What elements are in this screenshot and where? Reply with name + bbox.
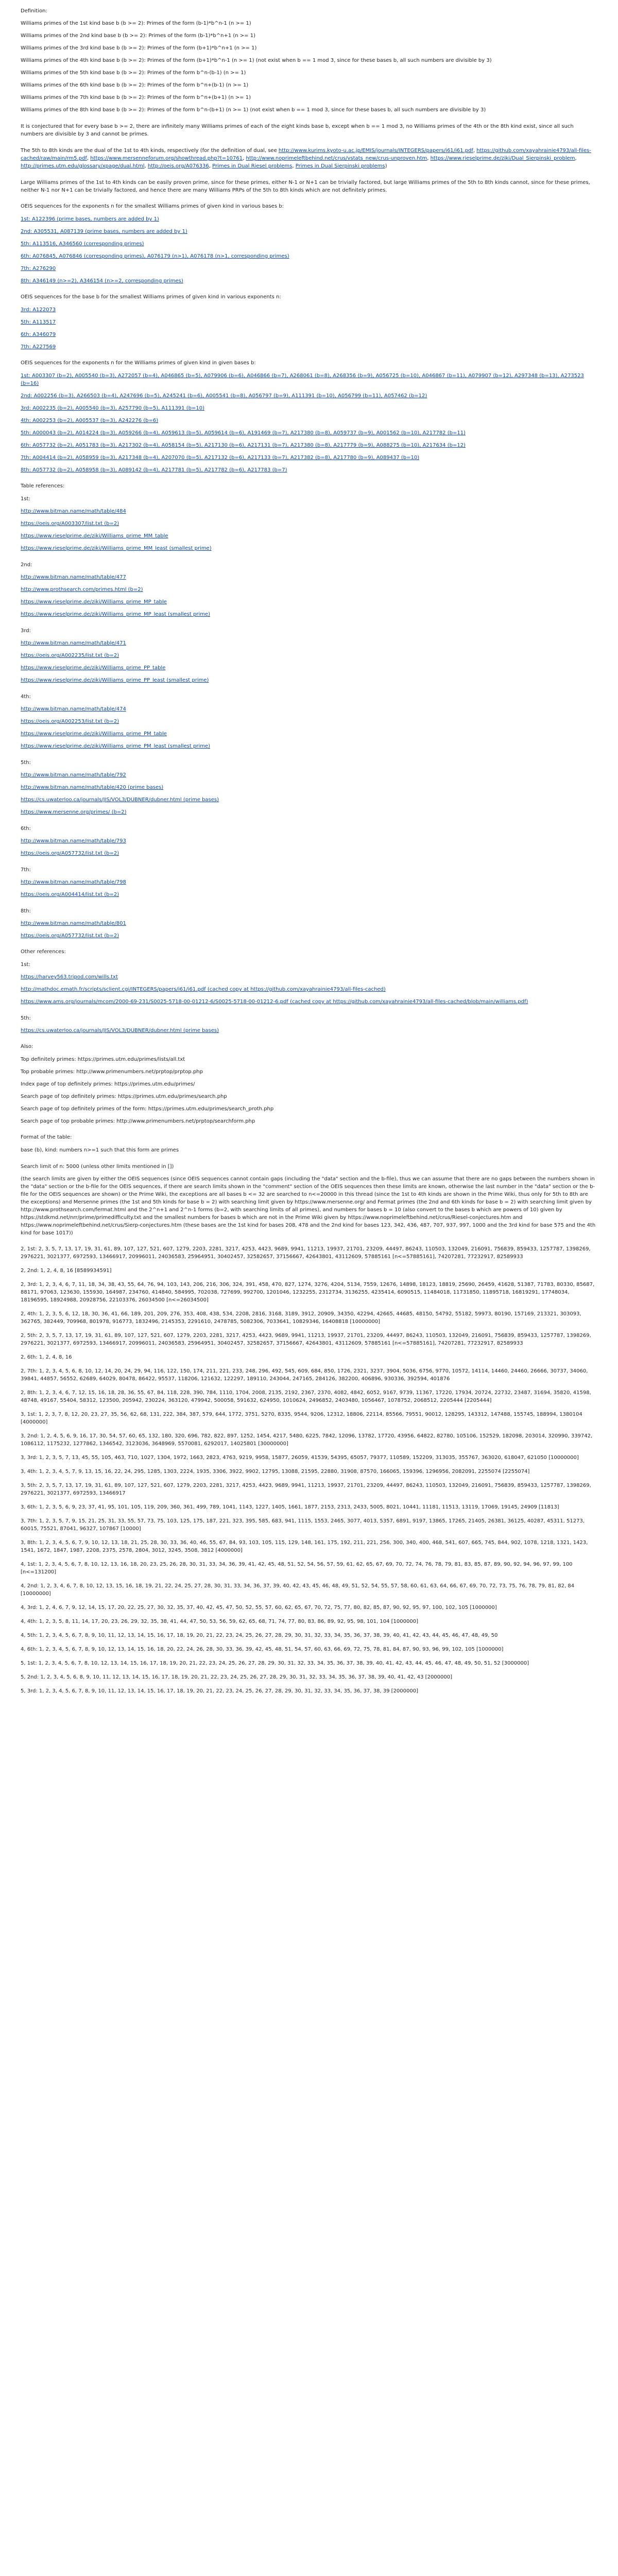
oeis-row[interactable]: 8th: A057732 (b=2), A058958 (b=3), A089142 (b=4), A217781 (b=5), A217782 (b=6), A217783 (b=7)	[21, 467, 287, 473]
group-label: 2nd:	[21, 562, 32, 568]
reference-link[interactable]: http://www.bitman.name/math/table/477	[21, 574, 126, 580]
oeis-row[interactable]: 3rd: A122073	[21, 307, 56, 313]
data-row: 3, 7th: 1, 2, 3, 5, 7, 9, 15, 21, 25, 31, 33, 55, 57, 73, 75, 103, 125, 175, 187, 221, 323, 395, 585, 683, 941, 1115, 1553, 2465, 3077, 4013, 5357, 6891, 9197, 13865, 17265, 21405, 26381, 36125, 40287, 45311, 51273, 60015, 75521, 87041, 96327, 107867 [10000]	[21, 1518, 585, 1532]
definition-item: Williams primes of the 7th kind base b (b >= 2): Primes of the form b^n+(b+1) (n >= 1)	[21, 95, 251, 100]
oeis-row[interactable]: 1st: A003307 (b=2), A005540 (b=3), A272057 (b=4), A046865 (b=5), A079906 (b=6), A046866 (b=7), A268061 (b=8), A268356 (b=9), A056725 (b=10), A046867 (b=11), A079907 (b=12), A297348 (b=13), A273523 (b=16)	[21, 373, 584, 386]
definition-item: Williams primes of the 1st kind base b (b >= 2): Primes of the form (b-1)*b^n-1 (n >= 1)	[21, 21, 251, 26]
oeis-row[interactable]: 2nd: A002256 (b=3), A266503 (b=4), A247696 (b=5), A245241 (b=6), A005541 (b=8), A056797 (b=9), A111391 (b=10), A056799 (b=11), A057462 (b=12)	[21, 393, 427, 399]
exponents-section	[21, 359, 597, 474]
group-label: 3rd:	[21, 628, 31, 634]
oeis-row[interactable]: 7th: A004414 (b=2), A058959 (b=3), A217348 (b=4), A207070 (b=5), A217132 (b=6), A217133 (b=7), A217382 (b=8), A217780 (b=9), A089437 (b=10)	[21, 455, 420, 461]
reference-link[interactable]: http://www.bitman.name/math/table/798	[21, 879, 126, 885]
reference-link[interactable]: https://oeis.org/A057732/list.txt (b=2)	[21, 933, 119, 939]
reference-link[interactable]: https://www.mersenne.org/primes/ (b=2)	[21, 809, 127, 815]
data-row: 2, 3rd: 1, 2, 3, 4, 6, 7, 11, 18, 34, 38, 43, 55, 64, 76, 94, 103, 143, 206, 216, 306, 324, 391, 458, 470, 827, 1274, 3276, 4204, 5134, 7559, 12676, 14898, 18123, 18819, 25690, 26459, 41628, 51387, 71783, 80330, 85687, 88171, 97063, 123630, 155930, 164987, 234760, 414840, 584995, 702038, 727699, 992700, 1201046, 1232255, 2312734, 3136255, 4235414, 6090515, 11484018, 11731850, 11895718, 16819291, 17748034, 18196595, 18924988, 20928756, 22103376, 26034500 [n<=26034500]	[21, 1282, 595, 1303]
also-row: Search page of top probable primes: http://www.primenumbers.net/prptop/searchform.php	[21, 1118, 255, 1124]
definition-item: Williams primes of the 3rd kind base b (b >= 2): Primes of the form (b+1)*b^n+1 (n >= 1)	[21, 45, 257, 51]
reference-link[interactable]: http://www.bitman.name/math/table/484	[21, 509, 126, 514]
also-row: Search page of top definitely primes: https://primes.utm.edu/primes/search.php	[21, 1094, 227, 1099]
reference-link[interactable]: https://www.rieselprime.de/ziki/Williams_prime_MP_least (smallest prime)	[21, 612, 211, 617]
dual-link[interactable]: http://www.kurims.kyoto-u.ac.jp/EMIS/journals/INTEGERS/papers/i61/i61.pdf	[278, 148, 473, 154]
oeis-row[interactable]: 1st: A122396 (prime bases, numbers are added by 1)	[21, 216, 159, 222]
dual-link[interactable]: https://www.mersenneforum.org/showthread.php?t=10761	[90, 156, 243, 161]
dual-intro: The 5th to 8th kinds are the dual of the 1st to 4th kinds, respectively (for the definition of dual, see	[21, 148, 279, 154]
data-row: 3, 2nd: 1, 2, 4, 5, 6, 9, 16, 17, 30, 54, 57, 60, 65, 132, 180, 320, 696, 782, 822, 897, 1252, 1454, 4217, 5480, 6225, 7842, 12096, 13782, 17720, 43956, 64822, 82780, 105106, 152529, 182098, 203014, 320990, 339742, 1086112, 1175232, 1277862, 1346542, 3123036, 3648969, 5570081, 6292017, 14025801 [30000000]	[21, 1433, 593, 1447]
other-references-section	[21, 948, 597, 1035]
data-row: 5, 2nd: 1, 2, 3, 4, 5, 6, 8, 9, 10, 11, 12, 13, 14, 15, 16, 17, 18, 19, 20, 21, 22, 23, 24, 25, 26, 27, 28, 29, 30, 31, 32, 33, 34, 35, 36, 37, 38, 39, 40, 41, 42, 43 [2000000]	[21, 1674, 453, 1680]
also-row: Top definitely primes: https://primes.utm.edu/primes/lists/all.txt	[21, 1057, 185, 1062]
conjecture-paragraph: It is conjectured that for every base b >= 2, there are infinitely many Williams primes of each of the eight kinds base b, except when b == 1 mod 3, no Williams primes of the 4th or the 8th kind exist, since all such numbers are divisible by 3 and cannot be primes.	[21, 124, 574, 137]
data-row: 3, 8th: 1, 2, 3, 4, 5, 6, 7, 9, 10, 12, 13, 18, 21, 25, 28, 30, 33, 36, 40, 46, 55, 67, 84, 93, 103, 105, 115, 129, 148, 161, 175, 192, 211, 221, 256, 300, 340, 400, 468, 541, 607, 665, 745, 844, 902, 1078, 1218, 1321, 1423, 1541, 1672, 1847, 1987, 2208, 2375, 2578, 2804, 3012, 3245, 3508, 3812 [4000000]	[21, 1540, 588, 1553]
section-heading: OEIS sequences for the exponents n for the Williams primes of given kind in given bases b:	[21, 360, 256, 366]
reference-link[interactable]: https://oeis.org/A057732/list.txt (b=2)	[21, 851, 119, 856]
oeis-row[interactable]: 5th: A000043 (b=2), A014224 (b=3), A059266 (b=4), A059613 (b=5), A059614 (b=6), A191469 (b=7), A217380 (b=8), A059737 (b=9), A001562 (b=10), A217782 (b=11)	[21, 430, 466, 436]
data-row: 4, 2nd: 1, 2, 3, 4, 6, 7, 8, 10, 12, 13, 15, 16, 18, 19, 21, 22, 24, 25, 27, 28, 30, 31, 33, 34, 36, 37, 39, 40, 42, 43, 45, 46, 48, 49, 51, 52, 54, 55, 57, 58, 60, 61, 63, 64, 66, 67, 69, 70, 72, 73, 75, 76, 78, 79, 81, 82, 84 [10000000]	[21, 1583, 575, 1597]
oeis-row[interactable]: 7th: A276290	[21, 266, 56, 272]
group-label: 4th:	[21, 694, 31, 700]
data-row: 2, 1st: 2, 3, 5, 7, 13, 17, 19, 31, 61, 89, 107, 127, 521, 607, 1279, 2203, 2281, 3217, 4253, 4423, 9689, 9941, 11213, 19937, 21701, 23209, 44497, 86243, 110503, 132049, 216091, 756839, 859433, 1257787, 1398269, 2976221, 3021377, 6972593, 13466917, 20996011, 24036583, 25964951, 30402457, 32582657, 37156667, 42643801, 43112609, 57885161 [n<=57885161], 74207281, 77232917, 82589933	[21, 1246, 591, 1260]
smallest-primes-section	[21, 202, 597, 285]
search-limit-note: (the search limits are given by either the OEIS sequences (since OEIS sequences cannot contain gaps (including the "data" section and the b-file), thus we can assume that there are no gaps between the numbers shown in the "data" section or the b-file for the OEIS sequences, if there are search limits shown in the "comment" section of the OEIS sequences then these limits are known, otherwise the last number in the "data" section or the b-file for the OEIS sequences are shown) or the Prime Wiki, the exceptions are all bases b <= 32 are searched to n<=20000 in this thread (since the 1st to 4th kinds are shown in the Prime Wiki, thus only for 5th to 8th are the exceptions) and Mersenne primes (the 1st and 5th kinds for base b = 2) with searching limit given by https://www.mersenne.org/ and Fermat primes (the 2nd and 6th kinds for base b = 2) with searching limit given by http://www.prothsearch.com/fermat.html and the 2^n+1 and 2^n-1 forms (b=2, with searching limits of all primes), and numbers for bases b = 10 (also convert to the bases b which are powers of 10) given by https://stdkmd.net/nrr/prime/primedifficulty.txt and the smallest numbers for bases b which are not in the Prime Wiki given by https://www.noprimeleftbehind.net/crus/Riesel-conjectures.htm and https://www.noprimeleftbehind.net/crus/Sierp-conjectures.htm (these bases are the 1st kind for bases 208, 478 and the 2nd kind for bases 123, 342, 436, 487, 707, 937, 997, 1000 and the 3rd kind for base 575 and the 4th kind for base 1017))	[21, 1176, 596, 1236]
group-label: 8th:	[21, 908, 31, 914]
section-heading: Other references:	[21, 949, 66, 955]
section-heading: Format of the table:	[21, 1134, 72, 1140]
data-row: 4, 5th: 1, 2, 3, 4, 5, 6, 7, 8, 9, 10, 11, 12, 13, 14, 15, 16, 17, 18, 19, 20, 21, 22, 23, 24, 25, 26, 27, 28, 29, 30, 31, 32, 33, 34, 35, 36, 37, 38, 39, 40, 41, 42, 43, 44, 45, 46, 47, 48, 49, 50	[21, 1633, 498, 1638]
data-row: 2, 2nd: 1, 2, 4, 8, 16 [8589934591]	[21, 1268, 112, 1274]
section-heading: Table references:	[21, 483, 65, 489]
data-row: 2, 5th: 2, 3, 5, 7, 13, 17, 19, 31, 61, 89, 107, 127, 521, 607, 1279, 2203, 2281, 3217, 4253, 4423, 9689, 9941, 11213, 19937, 21701, 23209, 44497, 86243, 110503, 132049, 216091, 756839, 859433, 1257787, 1398269, 2976221, 3021377, 6972593, 13466917, 20996011, 24036583, 25964951, 30402457, 32582657, 37156667, 42643801, 43112609, 57885161 [n<=57885161], 74207281, 77232917, 82589933	[21, 1333, 591, 1346]
reference-link[interactable]: https://oeis.org/A004414/list.txt (b=2)	[21, 892, 119, 897]
data-row: 3, 1st: 1, 2, 3, 7, 8, 12, 20, 23, 27, 35, 56, 62, 68, 131, 222, 384, 387, 579, 644, 1772, 3751, 5270, 8335, 9544, 9206, 12312, 18806, 22114, 85566, 79551, 90012, 128295, 143312, 147488, 155745, 188994, 1380104 [4000000]	[21, 1412, 582, 1425]
data-row: 2, 8th: 1, 2, 3, 4, 6, 7, 12, 15, 16, 18, 28, 36, 55, 67, 84, 118, 228, 390, 784, 1110, 1704, 2008, 2135, 2192, 2367, 2370, 4082, 4842, 6052, 9167, 9739, 11367, 17220, 17934, 20724, 22732, 23487, 31694, 35820, 41598, 48748, 49167, 55404, 58312, 123500, 205942, 230224, 363120, 479942, 500058, 591632, 624950, 1010624, 2496852, 2403480, 1056467, 1078752, 2068512, 2205444 [2205444]	[21, 1390, 591, 1403]
reference-link[interactable]: https://cs.uwaterloo.ca/journals/JIS/VOL3/DUBNER/dubner.html (prime bases)	[21, 1028, 219, 1033]
reference-link[interactable]: https://harvey563.tripod.com/wills.txt	[21, 974, 118, 980]
reference-link[interactable]: https://oeis.org/A003307/list.txt (b=2)	[21, 521, 119, 527]
dual-link[interactable]: http://primes.utm.edu/glossary/xpage/dual.html	[21, 163, 145, 169]
reference-link[interactable]: http://www.bitman.name/math/table/801	[21, 921, 126, 926]
oeis-row[interactable]: 6th: A076845, A076846 (corresponding primes), A076179 (n>1), A076178 (n>1, corresponding primes)	[21, 253, 289, 259]
oeis-row[interactable]: 2nd: A305531, A087139 (prime bases, numbers are added by 1)	[21, 229, 187, 234]
reference-link[interactable]: http://www.prothsearch.com/primes.html (b=2)	[21, 587, 143, 592]
dual-link[interactable]: https://www.rieselprime.de/ziki/Dual_Sierpinski_problem	[430, 156, 575, 161]
group-label: 6th:	[21, 826, 31, 832]
data-row: 3, 5th: 2, 3, 5, 7, 13, 17, 19, 31, 61, 89, 107, 127, 521, 607, 1279, 2203, 2281, 3217, 4253, 4423, 9689, 9941, 11213, 19937, 21701, 23209, 44497, 86243, 110503, 132049, 216091, 756839, 859433, 1257787, 1398269, 2976221, 3021377, 6972593, 13466917	[21, 1483, 591, 1496]
data-row: 3, 4th: 1, 2, 3, 4, 5, 7, 9, 13, 15, 16, 22, 24, 295, 1285, 1303, 2224, 1935, 3306, 3922, 9902, 12795, 13088, 21595, 22880, 31908, 87570, 166065, 159396, 1296956, 2082091, 2255074 [2255074]	[21, 1469, 530, 1475]
oeis-row[interactable]: 7th: A227569	[21, 344, 56, 350]
group-label: 5th:	[21, 760, 31, 766]
format-section	[21, 1133, 597, 1237]
reference-link[interactable]: https://www.rieselprime.de/ziki/Williams_prime_PM_table	[21, 731, 167, 737]
definition-heading: Definition:	[21, 8, 47, 14]
reference-link[interactable]: https://oeis.org/A002235/list.txt (b=2)	[21, 653, 119, 658]
oeis-row[interactable]: 5th: A113517	[21, 319, 56, 325]
section-heading: OEIS sequences for the exponents n for the smallest Williams primes of given kind in various bases b:	[21, 204, 284, 209]
group-label: 7th:	[21, 867, 31, 873]
reference-link[interactable]: http://www.bitman.name/math/table/793	[21, 838, 126, 844]
oeis-row[interactable]: 5th: A113516, A346560 (corresponding primes)	[21, 241, 144, 247]
large-primes-paragraph: Large Williams primes of the 1st to 4th kinds can be easily proven prime, since for these primes, either N-1 or N+1 can be trivially factored, but large Williams primes of the 5th to 8th kinds cannot, since for these primes, neither N-1 nor N+1 can be trivially factored, and hence there are many Williams PRPs of the 5th to 8th kinds which are not definitely primes.	[21, 180, 590, 193]
group-label: 1st:	[21, 496, 30, 502]
reference-link[interactable]: http://www.bitman.name/math/table/792	[21, 772, 126, 778]
data-row: 4, 4th: 1, 2, 3, 5, 8, 11, 14, 17, 20, 23, 26, 29, 32, 35, 38, 41, 44, 47, 50, 53, 56, 59, 62, 65, 68, 71, 74, 77, 80, 83, 86, 89, 92, 95, 98, 101, 104 [1000000]	[21, 1619, 418, 1624]
table-references-section	[21, 482, 597, 940]
also-row: Index page of top definitely primes: https://primes.utm.edu/primes/	[21, 1081, 195, 1087]
oeis-row[interactable]: 3rd: A002235 (b=2), A005540 (b=3), A257790 (b=5), A111391 (b=10)	[21, 405, 204, 411]
reference-link[interactable]: https://www.rieselprime.de/ziki/Williams_prime_PP_table	[21, 665, 166, 671]
definition-item: Williams primes of the 6th kind base b (b >= 2): Primes of the form b^n+(b-1) (n >= 1)	[21, 82, 249, 88]
dual-paragraph: The 5th to 8th kinds are the dual of the 1st to 4th kinds, respectively (for the definition of dual, see http://www.kurims.kyoto-u.ac.jp/EMIS/journals/INTEGERS/papers/i61/i61.pdf, https://github.com/xayahrainie4793/all-files-cached/raw/main/rm5.pdf, https://www.mersenneforum.org/showthread.php?t=10761, http://www.noprimeleftbehind.net/crus/vstats_new/crus-unproven.htm, https://www.rieselprime.de/ziki/Dual_Sierpinski_problem, http://primes.utm.edu/glossary/xpage/dual.html, http://oeis.org/A076336, Primes in Dual Riesel problems, Primes in Dual Sierpinski problems)	[21, 148, 591, 169]
reference-link[interactable]: https://www.rieselprime.de/ziki/Williams_prime_MM_table	[21, 533, 168, 539]
also-section	[21, 1043, 597, 1125]
data-row: 2, 7th: 1, 2, 3, 4, 5, 6, 8, 10, 12, 14, 20, 24, 29, 94, 116, 122, 150, 174, 211, 221, 233, 248, 296, 492, 545, 609, 684, 850, 1726, 2321, 3237, 3904, 5036, 6756, 9770, 10572, 14114, 14460, 24460, 26666, 30737, 34060, 39841, 44857, 56552, 62689, 64029, 80478, 86422, 95537, 118206, 121632, 122297, 189110, 243044, 247165, 284126, 382200, 406896, 930336, 392594, 401876	[21, 1368, 588, 1382]
definition-section	[21, 7, 597, 194]
section-heading: OEIS sequences for the base b for the smallest Williams primes of given kind in various exponents n:	[21, 294, 281, 300]
data-row: 4, 3rd: 1, 2, 4, 6, 7, 9, 12, 14, 15, 17, 20, 22, 25, 27, 30, 32, 35, 37, 40, 42, 45, 47, 50, 52, 55, 57, 60, 62, 65, 67, 70, 72, 75, 77, 80, 82, 85, 87, 90, 92, 95, 97, 100, 102, 105 [1000000]	[21, 1605, 497, 1611]
reference-link[interactable]: https://www.rieselprime.de/ziki/Williams_prime_PP_least (smallest prime)	[21, 677, 209, 683]
data-row: 3, 6th: 1, 2, 3, 5, 6, 9, 23, 37, 41, 95, 101, 105, 119, 209, 360, 361, 499, 789, 1041, 1143, 1227, 1405, 1661, 1877, 2153, 2313, 2433, 5005, 8021, 10441, 11181, 11513, 13119, 17069, 19145, 24909 [11813]	[21, 1504, 559, 1510]
data-row: 4, 1st: 1, 2, 3, 4, 5, 6, 7, 8, 10, 12, 13, 16, 18, 20, 23, 25, 26, 28, 30, 31, 33, 34, 36, 39, 41, 42, 45, 48, 51, 52, 54, 56, 57, 59, 61, 62, 65, 67, 69, 70, 72, 74, 76, 78, 79, 81, 83, 85, 87, 89, 90, 92, 94, 96, 97, 99, 100 [n<=131200]	[21, 1562, 573, 1575]
data-row: 4, 6th: 1, 2, 3, 4, 5, 6, 7, 8, 9, 10, 12, 13, 14, 15, 16, 18, 20, 22, 24, 26, 28, 30, 33, 36, 39, 42, 45, 48, 51, 54, 57, 60, 63, 66, 69, 72, 75, 78, 81, 84, 87, 90, 93, 96, 99, 102, 105 [1000000]	[21, 1647, 504, 1652]
group-label: 5th:	[21, 1015, 31, 1021]
definition-item: Williams primes of the 5th kind base b (b >= 2): Primes of the form b^n-(b-1) (n >= 1)	[21, 70, 246, 76]
also-row: Search page of top definitely primes of the form: https://primes.utm.edu/primes/search_proth.php	[21, 1106, 274, 1112]
group-label: 1st:	[21, 962, 30, 968]
oeis-row[interactable]: 6th: A057732 (b=2), A051783 (b=3), A217302 (b=4), A058154 (b=5), A217130 (b=6), A217131 (b=7), A217380 (b=8), A217779 (b=9), A088275 (b=10), A217634 (b=12)	[21, 443, 466, 448]
also-row: Top probable primes: http://www.primenumbers.net/prptop/prptop.php	[21, 1069, 203, 1075]
section-heading: Also:	[21, 1044, 33, 1049]
dual-link[interactable]: https://github.com/xayahrainie4793/all-files-cached/raw/main/rm5.pdf	[21, 148, 591, 161]
dual-link[interactable]: http://oeis.org/A076336	[147, 163, 209, 169]
definition-item: Williams primes of the 2nd kind base b (b >= 2): Primes of the form (b-1)*b^n+1 (n >= 1)	[21, 33, 255, 39]
definition-item: Williams primes of the 8th kind base b (b >= 2): Primes of the form b^n-(b+1) (n >= 1) (not exist when b == 1 mod 3, since for these bases b, all such numbers are divisible by 3)	[21, 107, 486, 113]
data-row: 3, 3rd: 1, 2, 3, 5, 7, 13, 45, 55, 105, 463, 710, 1027, 1304, 1972, 1663, 2823, 4763, 9219, 9958, 15877, 26059, 41539, 54395, 65057, 79377, 110589, 152209, 313035, 355767, 363020, 618047, 621050 [10000000]	[21, 1455, 579, 1461]
smallest-base-section	[21, 293, 597, 351]
reference-link[interactable]: http://mathdoc.emath.fr/scripts/sclient.cgi/INTEGERS/papers/i61/i61.pdf (cached copy at https://github.com/xayahrainie4793/all-files-cached)	[21, 987, 386, 992]
reference-link[interactable]: https://www.rieselprime.de/ziki/Williams_prime_MM_least (smallest prime)	[21, 546, 212, 551]
data-table	[21, 1245, 597, 1695]
format-row: base (b), kind: numbers n>=1 such that this form are primes	[21, 1147, 179, 1153]
definition-item: Williams primes of the 4th kind base b (b >= 2): Primes of the form (b+1)*b^n-1 (n >= 1) (not exist when b == 1 mod 3, since for these bases b, all such numbers are divisible by 3)	[21, 58, 492, 63]
search-limit: Search limit of n: 5000 (unless other limits mentioned in [])	[21, 1164, 174, 1170]
reference-link[interactable]: https://www.ams.org/journals/mcom/2000-69-231/S0025-5718-00-01212-6/S0025-5718-00-01212-6.pdf (cached copy at https://github.com/xayahrainie4793/all-files-cached/blob/main/williams.pdf)	[21, 999, 528, 1005]
dual-link[interactable]: Primes in Dual Sierpinski problems	[295, 163, 385, 169]
dual-link[interactable]: http://www.noprimeleftbehind.net/crus/vstats_new/crus-unproven.htm	[246, 156, 427, 161]
data-row: 2, 4th: 1, 2, 3, 5, 6, 12, 18, 30, 36, 41, 66, 189, 201, 209, 276, 353, 408, 438, 534, 2208, 2816, 3168, 3189, 3912, 20909, 34350, 42294, 42665, 44685, 48150, 54792, 55182, 59973, 80190, 157169, 213321, 303093, 362765, 382449, 709968, 801978, 916773, 1832496, 2145353, 2291610, 2478785, 5082306, 7033641, 10829346, 16408818 [10000000]	[21, 1311, 581, 1325]
dual-link[interactable]: Primes in Dual Riesel problems	[212, 163, 293, 169]
reference-link[interactable]: http://www.bitman.name/math/table/471	[21, 640, 126, 646]
reference-link[interactable]: https://cs.uwaterloo.ca/journals/JIS/VOL3/DUBNER/dubner.html (prime bases)	[21, 797, 219, 803]
reference-link[interactable]: https://oeis.org/A002253/list.txt (b=2)	[21, 719, 119, 724]
data-row: 5, 3rd: 1, 2, 3, 4, 5, 6, 7, 8, 9, 10, 11, 12, 13, 14, 15, 16, 17, 18, 19, 20, 21, 22, 23, 24, 25, 26, 27, 28, 29, 30, 31, 32, 33, 34, 35, 36, 37, 38, 39 [2000000]	[21, 1688, 419, 1694]
data-row: 5, 1st: 1, 2, 3, 4, 5, 6, 7, 8, 10, 12, 13, 14, 15, 16, 17, 18, 19, 20, 21, 22, 23, 24, 25, 26, 27, 28, 29, 30, 31, 32, 33, 34, 35, 36, 37, 38, 39, 40, 41, 42, 43, 44, 45, 46, 47, 48, 49, 50, 51, 52 [3000000]	[21, 1660, 529, 1666]
oeis-row[interactable]: 6th: A346079	[21, 332, 56, 337]
reference-link[interactable]: https://www.rieselprime.de/ziki/Williams_prime_PM_least (smallest prime)	[21, 743, 211, 749]
oeis-row[interactable]: 4th: A002253 (b=2), A005537 (b=3), A242276 (b=6)	[21, 418, 159, 423]
data-row: 2, 6th: 1, 2, 4, 8, 16	[21, 1354, 72, 1360]
reference-link[interactable]: https://www.rieselprime.de/ziki/Williams_prime_MP_table	[21, 599, 167, 605]
reference-link[interactable]: http://www.bitman.name/math/table/420 (prime bases)	[21, 785, 164, 790]
oeis-row[interactable]: 8th: A346149 (n>=2), A346154 (n>=2, corresponding primes)	[21, 278, 183, 284]
reference-link[interactable]: http://www.bitman.name/math/table/474	[21, 706, 126, 712]
